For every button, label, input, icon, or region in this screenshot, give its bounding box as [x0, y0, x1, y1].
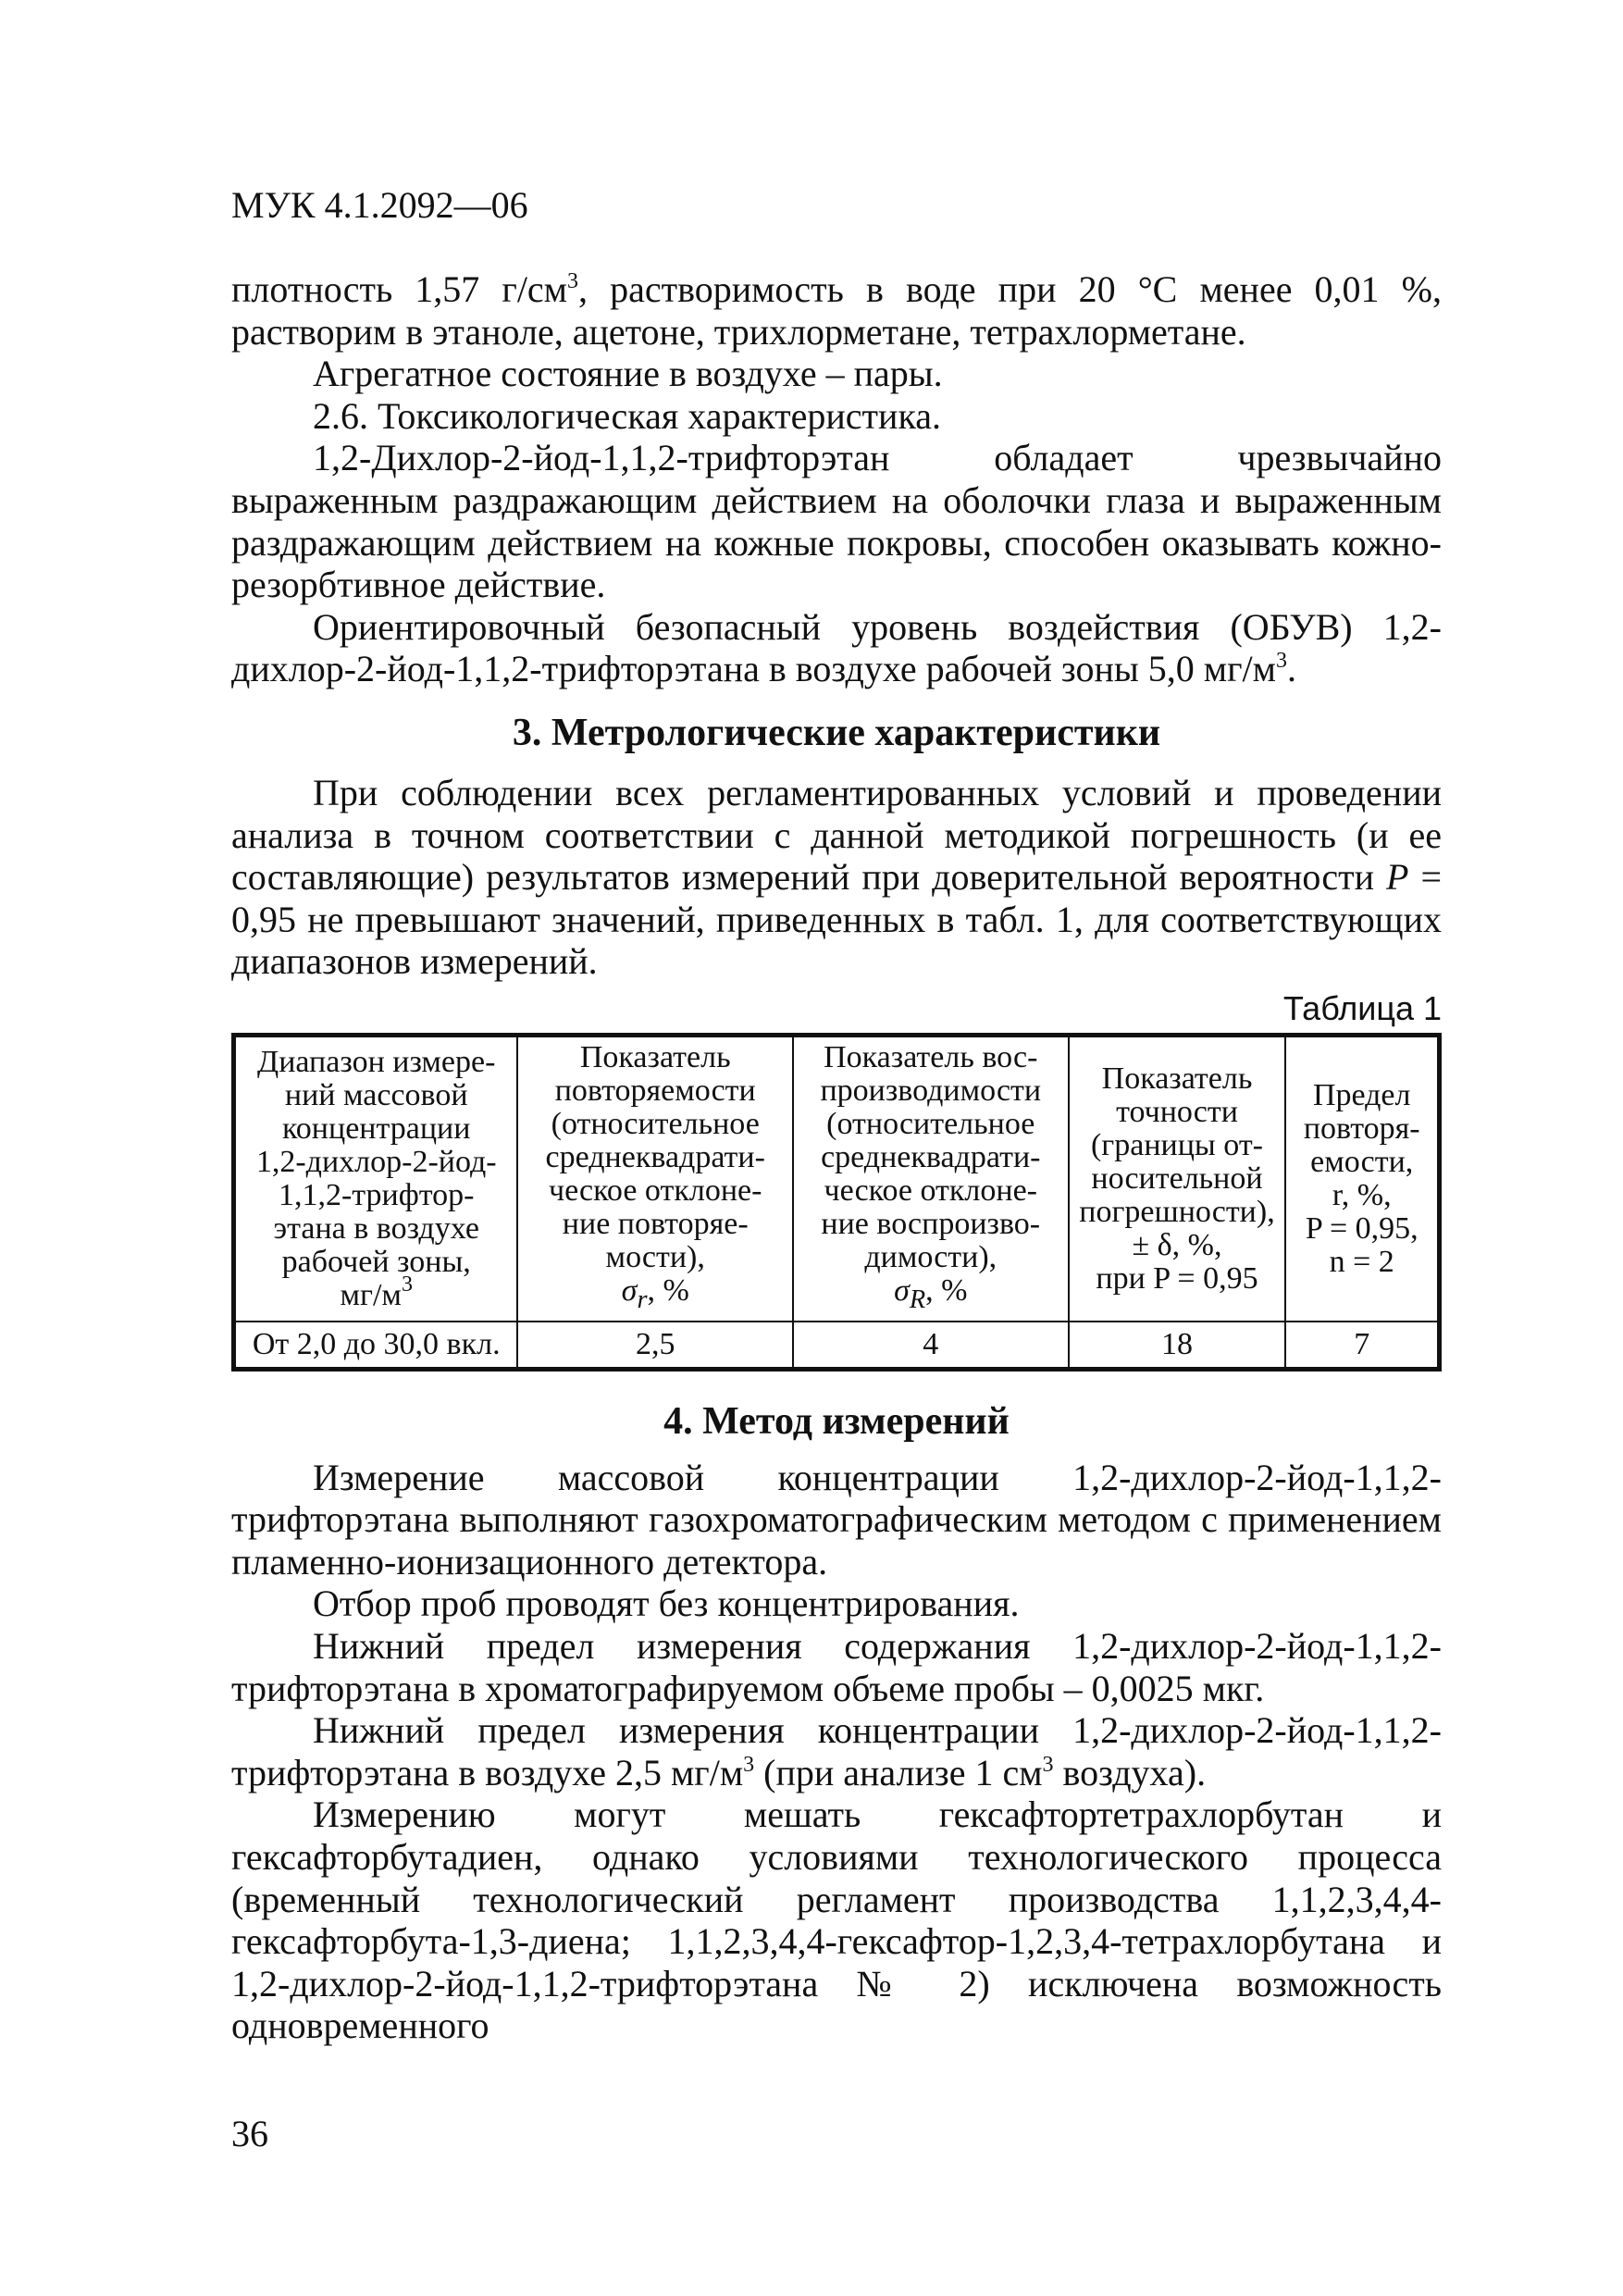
header-range — [234, 1035, 518, 1321]
header-line: погрешности), — [1079, 1194, 1275, 1229]
header-line: среднеквадрати- — [545, 1139, 765, 1174]
running-head: МУК 4.1.2092—06 — [231, 184, 528, 226]
paragraph-metrology — [231, 772, 1442, 983]
header-line: димости), — [864, 1239, 997, 1274]
text-span: (при анализе 1 см — [754, 1751, 1043, 1793]
metrology-table — [231, 1033, 1442, 1371]
sigma-symbol: σ — [621, 1272, 638, 1308]
superscript: 3 — [743, 1752, 755, 1777]
text-span: = 0,95 не превышают значений, приведенных в табл. 1, для соответствующих диапазонов измерений. — [231, 856, 1443, 983]
table-header-row — [234, 1035, 1440, 1321]
page-body — [231, 268, 1442, 2047]
text-span: Ориентировочный безопасный уровень воздействия (ОБУВ) 1,2-дихлор-2-йод-1,1,2-трифторэтана в воздухе рабочей зоны 5,0 мг/м — [231, 605, 1442, 690]
table-cell: 2,5 — [517, 1322, 793, 1370]
header-line — [522, 1274, 788, 1317]
header-line: 1,2-дихлор-2-йод- — [255, 1144, 497, 1179]
header-line: r, %, — [1332, 1177, 1392, 1212]
paragraph-limit-content: Нижний предел измерения содержания 1,2-дихлор-2-йод-1,1,2-трифторэтана в хроматографируемом объеме пробы – 0,0025 мкг. — [231, 1625, 1442, 1709]
superscript: 3 — [567, 269, 578, 293]
header-line — [240, 1272, 513, 1312]
header-line: ний массовой — [284, 1077, 468, 1112]
header-line: ческое отклоне- — [549, 1173, 762, 1208]
superscript: 3 — [401, 1272, 413, 1297]
paragraph-sampling: Отбор проб проводят без концентрирования. — [313, 1582, 1020, 1625]
header-repeatability — [517, 1035, 793, 1321]
header-line: Показатель — [1101, 1061, 1253, 1096]
paragraph-density — [231, 268, 1442, 353]
text-span: . — [1286, 648, 1296, 690]
header-line: среднеквадрати- — [821, 1139, 1041, 1174]
header-line: точности — [1116, 1094, 1238, 1129]
header-line: (относительное — [826, 1106, 1035, 1141]
header-line: ние повторяе- — [562, 1206, 749, 1241]
table-caption: Таблица 1 — [1282, 988, 1442, 1027]
table-row — [234, 1322, 1440, 1370]
superscript: 3 — [1042, 1752, 1054, 1777]
header-line: Предел — [1312, 1077, 1411, 1112]
header-line: (границы от- — [1090, 1127, 1264, 1162]
text-span: , растворимость в воде при 20 °С менее 0,01 %, растворим в этаноле, ацетоне, трихлорметане, тетрахлорметане. — [231, 268, 1442, 353]
header-line: носительной — [1091, 1160, 1263, 1196]
header-line: концентрации — [282, 1111, 471, 1146]
header-line: ние воспроизво- — [821, 1206, 1041, 1241]
superscript: 3 — [1275, 649, 1287, 674]
header-line: повторяемости — [554, 1073, 756, 1108]
table-cell: 4 — [793, 1322, 1069, 1370]
text-span: мг/м — [340, 1277, 402, 1312]
header-line: Диапазон измере- — [257, 1044, 496, 1079]
header-line: этана в воздухе — [273, 1210, 479, 1246]
header-line: повторя- — [1303, 1111, 1420, 1146]
header-reproducibility — [793, 1035, 1069, 1321]
text-span: , % — [925, 1272, 968, 1308]
header-line: производимости — [820, 1073, 1042, 1108]
paragraph-obuv — [231, 606, 1442, 690]
header-line: емости, — [1310, 1144, 1414, 1179]
paragraph-method: Измерение массовой концентрации 1,2-дихлор-2-йод-1,1,2-трифторэтана выполняют газохроматографическим методом с применением пламенно-ионизационного детектора. — [231, 1456, 1442, 1582]
paragraph-section-2-6: 2.6. Токсикологическая характеристика. — [313, 394, 942, 437]
header-line: P = 0,95, — [1305, 1210, 1419, 1246]
table-cell: От 2,0 до 30,0 вкл. — [234, 1322, 518, 1370]
header-repeatability-limit — [1285, 1035, 1439, 1321]
header-line: при P = 0,95 — [1096, 1260, 1258, 1296]
text-span: Нижний предел измерения концентрации 1,2-дихлор-2-йод-1,1,2-трифторэтана в воздухе 2,5 мг/м — [231, 1709, 1442, 1793]
table-cell: 7 — [1285, 1322, 1439, 1370]
text-span: , % — [647, 1272, 689, 1308]
text-span: плотность 1,57 г/см — [231, 268, 567, 310]
text-span: При соблюдении всех регламентированных условий и проведении анализа в точном соответствии с данной методикой погрешность (и ее составляющие) результатов измерений при доверительной вероятности — [231, 771, 1442, 899]
header-line: мости), — [605, 1239, 705, 1274]
paragraph-interference: Измерению могут мешать гексафтортетрахлорбутан и гексафторбутадиен, однако условиями технологического процесса (временный технологический регламент производства 1,1,2,3,4,4-гексафторбута-1,3-диена; 1,1,2,3,4,4-гексафтор-1,2,3,4-тетрахлорбутана и 1,2-дихлор-2-йод-1,1,2-трифторэтана № 2) исключена возможность одновременного — [231, 1793, 1442, 2047]
header-line: n = 2 — [1329, 1244, 1394, 1279]
section-3-heading: 3. Метрологические характеристики — [512, 711, 1161, 754]
header-line: рабочей зоны, — [281, 1244, 471, 1279]
header-line: (относительное — [551, 1106, 760, 1141]
header-line — [798, 1274, 1064, 1317]
symbol-p: P — [1386, 856, 1409, 899]
table-cell: 18 — [1069, 1322, 1286, 1370]
text-span: воздуха). — [1053, 1751, 1207, 1793]
paragraph-limit-concentration — [231, 1709, 1442, 1793]
paragraph-aggregate-state: Агрегатное состояние в воздухе – пары. — [313, 353, 943, 395]
header-line: ческое отклоне- — [824, 1173, 1037, 1208]
subscript: r — [637, 1285, 648, 1314]
header-accuracy — [1069, 1035, 1286, 1321]
header-line: ± δ, %, — [1132, 1227, 1222, 1262]
header-line: Показатель — [579, 1039, 731, 1074]
header-line: Показатель вос- — [824, 1039, 1038, 1074]
header-line: 1,1,2-трифтор- — [278, 1177, 475, 1212]
subscript: R — [909, 1285, 926, 1314]
sigma-symbol: σ — [894, 1272, 910, 1308]
page-number: 36 — [231, 2113, 268, 2154]
section-4-heading: 4. Метод измерений — [663, 1399, 1010, 1443]
paragraph-toxicology: 1,2-Дихлор-2-йод-1,1,2-трифторэтан обладает чрезвычайно выраженным раздражающим действием на оболочки глаза и выраженным раздражающим действием на кожные покровы, способен оказывать кожно-резорбтивное действие. — [231, 437, 1442, 606]
